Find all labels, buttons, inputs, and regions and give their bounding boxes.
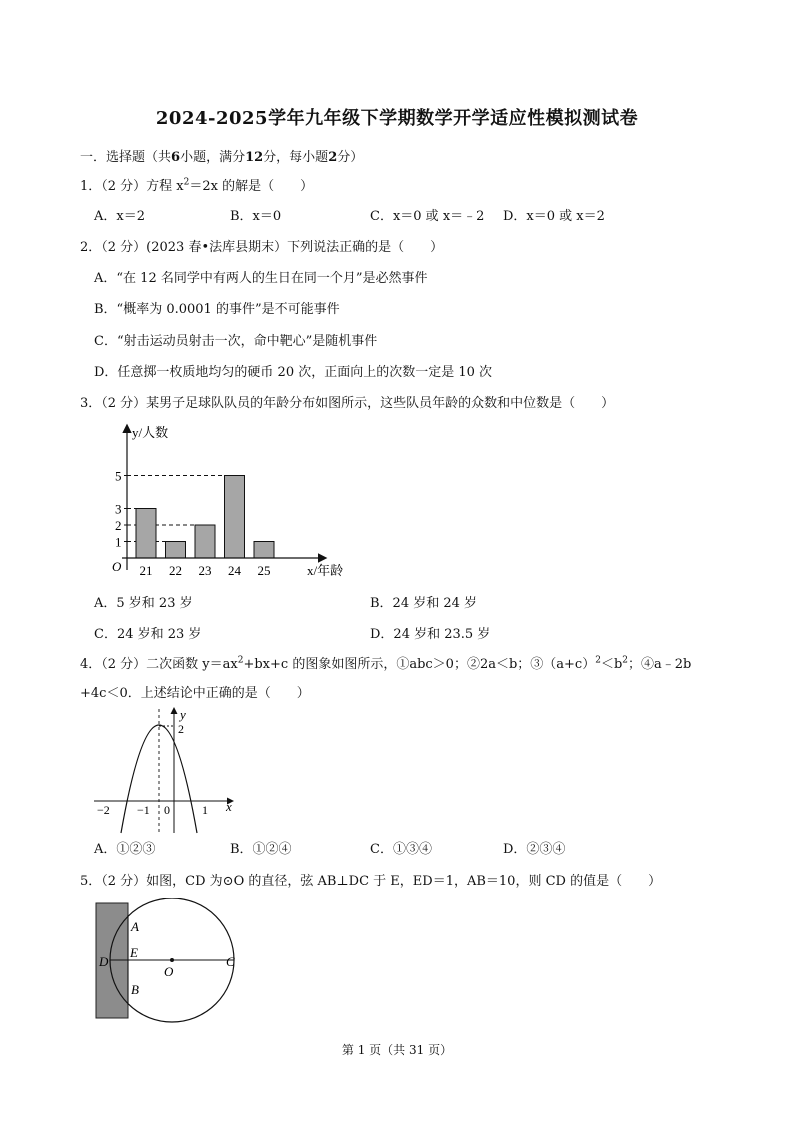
q4-text-b: +bx+c 的图象如图所示，①abc＞0；②2a＜b；③（a+c） [243,657,596,672]
chart-x-label: x/年龄 [307,563,344,578]
q2-option-d[interactable]: D．任意掷一枚质地均匀的硬币 20 次，正面向上的次数一定是 10 次 [94,365,493,380]
chart-bar-23 [195,525,215,558]
q4-option-d[interactable]: D．②③④ [503,842,566,857]
graph-tick-2: 2 [178,722,184,736]
graph-tick-0: 0 [164,803,170,817]
chart-ytick-label: 1 [115,534,122,550]
q3-option-b[interactable]: B．24 岁和 24 岁 [370,596,478,611]
label-a: A [131,919,139,934]
graph-tick-minus2: −2 [97,803,110,817]
chart-y-label: y/人数 [132,425,169,440]
q3-option-d[interactable]: D．24 岁和 23.5 岁 [370,627,491,642]
q4-sup-2: 2 [595,655,601,666]
chart-xtick-label: 22 [169,563,182,578]
graph-x-label: x [226,799,232,814]
q4-sup-3: 2 [622,655,629,666]
label-c: C [226,954,235,969]
chart-bar-24 [225,476,245,559]
q4-text-a: 4．（2 分）二次函数 y＝ax [80,657,238,672]
graph-tick-minus1: −1 [137,803,150,817]
q3-stem: 3．（2 分）某男子足球队队员的年龄分布如图所示，这些队员年龄的众数和中位数是（ ） [80,396,615,411]
q1-option-a[interactable]: A．x＝2 [94,209,145,224]
graph-y-label: y [180,707,186,722]
chart-ytick-label: 3 [115,501,122,517]
q4-option-c[interactable]: C．①③④ [370,842,432,857]
chart-xtick-label: 23 [198,563,212,578]
circle-diagram [90,898,250,1023]
age-bar-chart [100,420,370,585]
section-each: 2 [328,150,338,165]
q1-sup: 2 [183,177,190,188]
page-footer: 第 1 页（共 31 页） [341,1043,453,1057]
chart-xtick-label: 21 [139,563,153,578]
q1-stem-pre: 1．（2 分）方程 x [80,179,184,194]
q1-option-d[interactable]: D．x＝0 或 x＝2 [503,209,605,224]
chart-xtick-label: 24 [228,563,241,578]
section-text-2: 小题，满分 [180,150,246,165]
chart-xtick-label: 25 [257,563,271,578]
section-score: 12 [245,150,264,165]
page-title: 2024-2025学年九年级下学期数学开学适应性模拟测试卷 [155,108,639,129]
q4-stem-line1 [80,653,691,672]
section-text-3: 分，每小题 [263,150,329,165]
chart-bar-22 [166,542,186,559]
chart-ytick-label: 5 [115,468,122,484]
q2-option-c[interactable]: C．“射击运动员射击一次，命中靶心”是随机事件 [94,334,378,349]
q4-option-b[interactable]: B．①②④ [230,842,292,857]
chart-bar-21 [136,509,156,559]
label-d: D [99,954,109,969]
graph-tick-1: 1 [202,803,208,817]
label-e: E [130,945,138,960]
section-heading [80,146,363,165]
q4-option-a[interactable]: A．①②③ [94,842,156,857]
section-count: 6 [171,150,181,165]
chart-origin: O [112,559,122,574]
q1-option-b[interactable]: B．x＝0 [230,209,282,224]
q1-option-c[interactable]: C．x＝0 或 x＝﹣2 [370,209,485,224]
center-dot [170,958,174,962]
q1-stem-post: ＝2x 的解是（ ） [189,179,314,194]
q5-stem: 5．（2 分）如图，CD 为⊙O 的直径，弦 AB⊥DC 于 E，ED＝1，AB＝10，则 CD 的值是（ ） [80,874,662,889]
chart-bar-25 [254,542,274,559]
q4-sup-1: 2 [237,655,244,666]
q1-stem [80,175,313,194]
q4-text-d: ；④a﹣2b [628,657,692,672]
label-b: B [131,982,139,997]
q2-option-a[interactable]: A．“在 12 名同学中有两人的生日在同一个月”是必然事件 [94,271,428,286]
chart-ytick-label: 2 [115,518,122,533]
label-o: O [164,964,174,979]
parabola-graph [90,705,240,835]
q2-stem: 2．（2 分）(2023 春•法库县期末）下列说法正确的是（ ） [80,240,444,255]
section-text-4: 分） [337,150,364,165]
q3-option-c[interactable]: C．24 岁和 23 岁 [94,627,202,642]
q4-text-c: ＜b [600,657,623,672]
section-text-1: 一．选择题（共 [80,150,172,165]
q2-option-b[interactable]: B．“概率为 0.0001 的事件”是不可能事件 [94,302,340,317]
q3-option-a[interactable]: A．5 岁和 23 岁 [94,596,193,611]
q4-stem-line2: +4c＜0．上述结论中正确的是（ ） [80,686,310,701]
